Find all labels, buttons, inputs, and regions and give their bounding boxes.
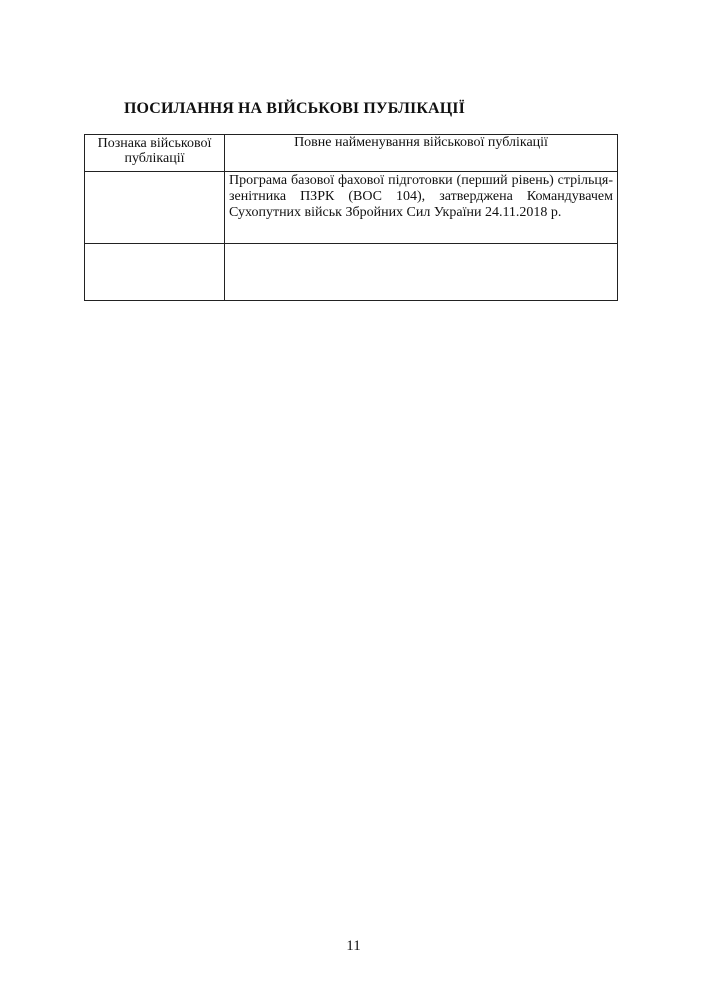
- military-publications-table: [84, 134, 618, 301]
- designation-cell: [85, 244, 225, 301]
- full-name-cell: [225, 244, 618, 301]
- page-title: ПОСИЛАННЯ НА ВІЙСЬКОВІ ПУБЛІКАЦІЇ: [124, 100, 465, 117]
- designation-cell: [85, 172, 225, 244]
- full-name-cell: Програма базової фахової підготовки (перший рівень) стрільця-зенітника ПЗРК (ВОС 104), затверджена Командувачем Сухопутних військ Збройних Сил України 24.11.2018 р.: [225, 172, 618, 244]
- table-row: [85, 244, 618, 301]
- header-designation: Познака військової публікації: [85, 135, 225, 172]
- header-full-name: Повне найменування військової публікації: [225, 135, 618, 172]
- table-header-row: [85, 135, 618, 172]
- table-row: [85, 172, 618, 244]
- page-number: 11: [346, 938, 361, 954]
